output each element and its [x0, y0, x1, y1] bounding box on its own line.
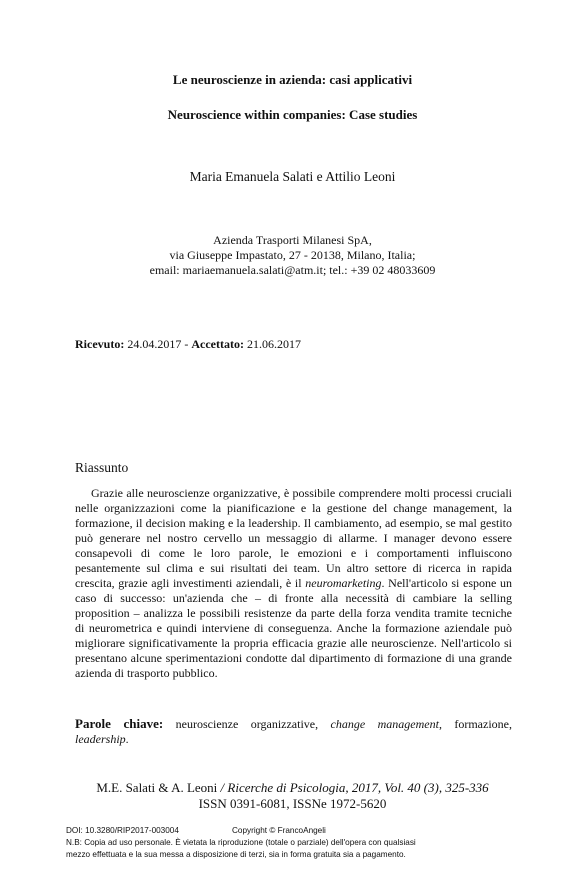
footer-notice-line1: N.B: Copia ad uso personale. È vietata la riproduzione (totale o parziale) dell'opera con qualsiasi — [66, 838, 416, 847]
abstract-italic-term: neuromarketing — [305, 576, 382, 590]
keywords — [75, 716, 512, 747]
footer-doi: DOI: 10.3280/RIP2017-003004 — [66, 826, 179, 835]
abstract-heading: Riassunto — [75, 460, 129, 475]
received-date: 24.04.2017 — [127, 337, 182, 351]
footer-copyright: Copyright © FrancoAngeli — [232, 826, 326, 835]
accepted-date: 21.06.2017 — [246, 337, 301, 351]
author-affiliation — [0, 233, 585, 278]
dates-separator: - — [181, 337, 192, 351]
keywords-text-3: . — [125, 732, 129, 746]
affiliation-line-address: via Giuseppe Impastato, 27 - 20138, Milano, Italia; — [169, 248, 416, 262]
accepted-label: Accettato: — [191, 337, 244, 351]
footer-notice-line2: mezzo effettuata e la sua messa a disposizione di terzi, sia in forma gratuita sia a pagamento. — [66, 850, 406, 859]
abstract-text-part2: . Nell'articolo si espone un caso di successo: un'azienda che – di fronte alla necessità di cambiare la selling proposition – analizza le possibili resistenze da parte della forza vendita tramite tecniche di neurometrica e quindi interviene di conseguenza. Anche la formazione aziendale può migliorare significativamente la propria efficacia grazie alle neuroscienze. Nell'articolo si presentano alcune sperimentazioni condotte dal dipartimento di formazione di una grande azienda di trasporto pubblico. — [75, 576, 512, 680]
citation-issn: ISSN 0391-6081, ISSNe 1972-5620 — [198, 796, 387, 811]
affiliation-line-contact: email: mariaemanuela.salati@atm.it; tel.: +39 02 48033609 — [149, 263, 436, 277]
citation-journal: / Ricerche di Psicologia, 2017, Vol. 40 (3), 325-336 — [217, 780, 489, 795]
keywords-text-2: , formazione, — [438, 717, 512, 731]
abstract-text-part1: Grazie alle neuroscienze organizzative, è possibile comprendere molti processi cruciali nelle organizzazioni come la pianificazione e la gestione del change management, la formazione, il decision making e la leadership. Il cambiamento, ad esempio, se mal gestito può generare nel nostro cervello un messaggio di allarme. I manager devono essere consapevoli di come le loro parole, le emozioni e i comportamenti influiscono pesantemente sul clima e sui risultati dei team. Un altro settore di ricerca in rapida crescita, grazie agli investimenti aziendali, è il — [75, 486, 512, 590]
keywords-text-1: neuroscienze organizzative, — [163, 717, 331, 731]
citation-authors: M.E. Salati & A. Leoni — [96, 780, 218, 795]
keyword-change-management: change management — [330, 717, 439, 731]
keyword-leadership: leadership — [75, 732, 126, 746]
affiliation-line-company: Azienda Trasporti Milanesi SpA, — [213, 233, 372, 247]
paper-authors: Maria Emanuela Salati e Attilio Leoni — [189, 169, 396, 184]
keywords-label: Parole chiave: — [75, 716, 164, 731]
paper-title-italian: Le neuroscienze in azienda: casi applicativi — [172, 72, 413, 87]
paper-title-english: Neuroscience within companies: Case studies — [167, 107, 418, 122]
abstract-body — [75, 486, 512, 681]
received-label: Ricevuto: — [75, 337, 125, 351]
submission-dates — [75, 337, 301, 352]
journal-citation — [0, 780, 585, 812]
